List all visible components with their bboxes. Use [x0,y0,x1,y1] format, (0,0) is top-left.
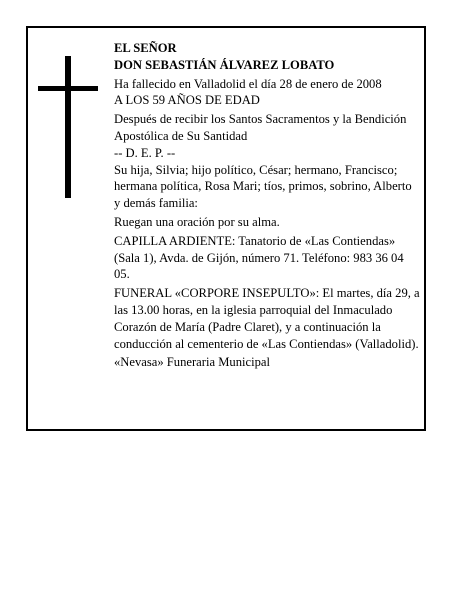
prayer-line: Ruegan una oración por su alma. [114,214,280,229]
funeral-home-line: «Nevasa» Funeraria Municipal [114,355,270,370]
obituary-notice [26,26,426,431]
cross-icon [38,56,98,198]
title-line: EL SEÑOR [114,41,177,55]
notice-text [114,40,420,371]
age-line: A LOS 59 AÑOS DE EDAD [114,93,260,108]
chapel-line: CAPILLA ARDIENTE: Tanatorio de «Las Contiendas» (Sala 1), Avda. de Gijón, número 71. Teléfono: 983 36 04 05. [114,233,404,282]
family-line: Su hija, Silvia; hijo político, César; hermano, Francisco; hermana política, Rosa Mari; tíos, primos, sobrino, Alberto y demás familia: [114,162,412,211]
funeral-line: FUNERAL «CORPORE INSEPULTO»: El martes, día 29, a las 13.00 horas, en la iglesia parroquial del Inmaculado Corazón de María (Padre Claret), y a continuación la conducción al cementerio de «Las Contiendas» (Valladolid). [114,286,420,351]
cross-horizontal-bar [38,86,98,91]
cross-vertical-bar [65,56,71,198]
death-line: Ha fallecido en Valladolid el día 28 de enero de 2008 [114,76,382,91]
sacraments-line: Después de recibir los Santos Sacramentos y la Bendición Apostólica de Su Santidad [114,112,407,143]
dep-line: -- D. E. P. -- [114,145,176,160]
deceased-name: DON SEBASTIÁN ÁLVAREZ LOBATO [114,57,335,72]
